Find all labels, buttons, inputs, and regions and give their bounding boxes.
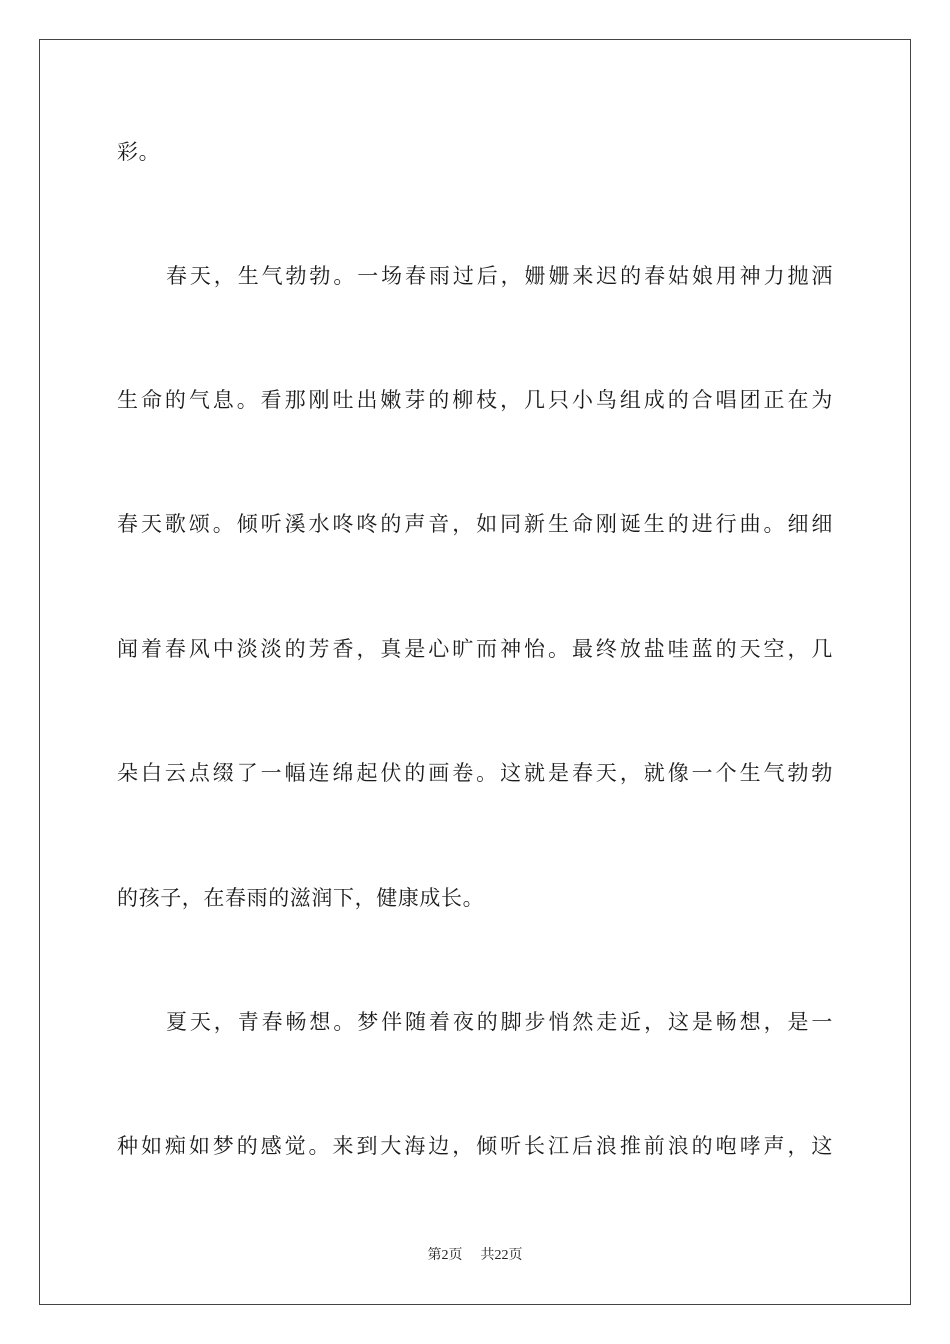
paragraph-spring-line: 的孩子，在春雨的滋润下，健康成长。 (117, 886, 485, 910)
page-total: 共22页 (480, 1248, 523, 1263)
paragraph-summer-line: 种如痴如梦的感觉。来到大海边，倾听长江后浪推前浪的咆哮声，这 (117, 1134, 833, 1158)
paragraph-spring-line: 朵白云点缀了一幅连绵起伏的画卷。这就是春天，就像一个生气勃勃 (117, 761, 833, 785)
paragraph-spring-line: 生命的气息。看那刚吐出嫩芽的柳枝，几只小鸟组成的合唱团正在为 (117, 388, 833, 412)
paragraph-summer-line: 夏天，青春畅想。梦伴随着夜的脚步悄然走近，这是畅想，是一 (166, 1010, 833, 1034)
paragraph-spring-line: 春天歌颂。倾听溪水咚咚的声音，如同新生命刚诞生的进行曲。细细 (117, 512, 833, 536)
page-frame (39, 39, 911, 1305)
page-footer (0, 1247, 950, 1265)
text-line: 彩。 (117, 140, 161, 164)
paragraph-spring-line: 春天，生气勃勃。一场春雨过后，姗姗来迟的春姑娘用神力抛洒 (166, 264, 833, 288)
paragraph-spring-line: 闻着春风中淡淡的芳香，真是心旷而神怡。最终放盐哇蓝的天空，几 (117, 637, 833, 661)
page-number: 第2页 (427, 1248, 463, 1263)
